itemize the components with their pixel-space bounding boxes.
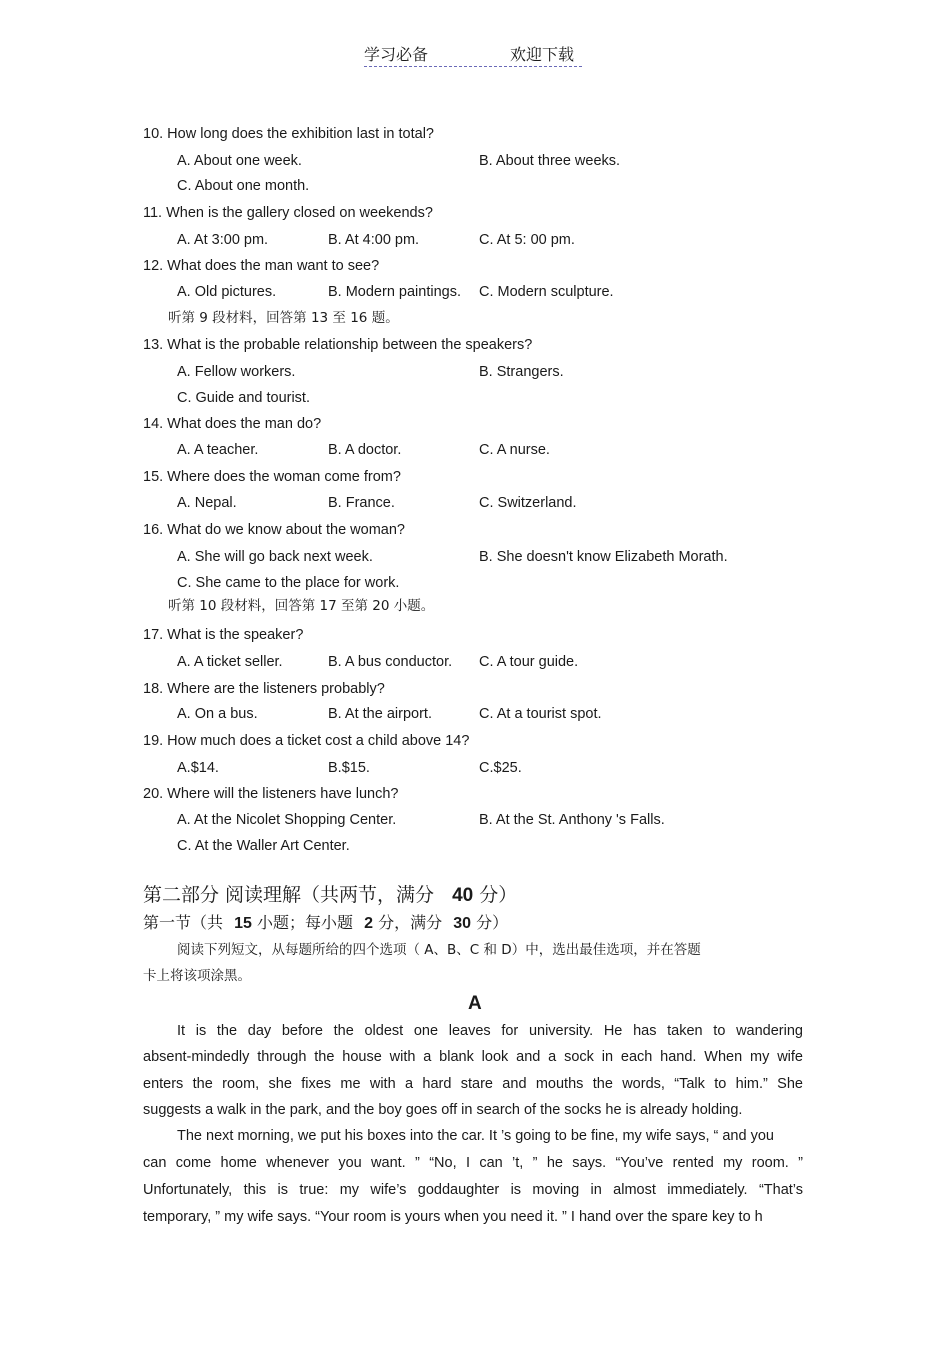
q20-option-c: C. At the Waller Art Center.: [177, 838, 350, 854]
q16-option-a: A. She will go back next week.: [177, 549, 373, 565]
q19-option-c: C.$25.: [479, 760, 522, 776]
question-14: 14. What does the man do?: [143, 416, 322, 432]
question-11: 11. When is the gallery closed on weekends?: [143, 205, 433, 221]
header-left: 学习必备: [364, 45, 429, 64]
q13-option-a: A. Fellow workers.: [177, 364, 296, 380]
passage-line: It is the day before the oldest one leaves for university. He has taken to wandering: [177, 1023, 803, 1039]
q15-option-c: C. Switzerland.: [479, 495, 577, 511]
q18-option-b: B. At the airport.: [328, 706, 432, 722]
q11-option-b: B. At 4:00 pm.: [328, 232, 420, 248]
question-18: 18. Where are the listeners probably?: [143, 681, 385, 697]
question-15: 15. Where does the woman come from?: [143, 469, 401, 485]
q13-option-c: C. Guide and tourist.: [177, 390, 310, 406]
q17-option-c: C. A tour guide.: [479, 654, 579, 670]
q15-option-a: A. Nepal.: [177, 495, 237, 511]
section1-title: [143, 913, 508, 934]
q19-option-b: B.$15.: [328, 760, 370, 776]
section1-total: 30: [453, 915, 472, 932]
q12-option-b: B. Modern paintings.: [328, 284, 461, 300]
section1-text-d: 分）: [476, 913, 509, 932]
q20-option-b: B. At the St. Anthony 's Falls.: [479, 812, 665, 828]
question-20: 20. Where will the listeners have lunch?: [143, 786, 399, 802]
q14-option-b: B. A doctor.: [328, 442, 402, 458]
q18-option-c: C. At a tourist spot.: [479, 706, 602, 722]
question-19: 19. How much does a ticket cost a child above 14?: [143, 733, 470, 749]
q10-option-a: A. About one week.: [177, 153, 302, 169]
section1-text-b: 小题；每小题: [257, 913, 354, 932]
passage-line: can come home whenever you want. ” “No, I can ’t, ” he says. “You’ve rented my room. ”: [143, 1155, 803, 1171]
q12-option-c: C. Modern sculpture.: [479, 284, 614, 300]
section1-question-count: 15: [234, 915, 252, 932]
passage-line: absent-mindedly through the house with a blank look and a sock in each hand. When my wife: [143, 1049, 803, 1065]
section1-text-a: 第一节（共: [143, 913, 224, 932]
question-17: 17. What is the speaker?: [143, 627, 304, 643]
q12-option-a: A. Old pictures.: [177, 284, 277, 300]
q15-option-b: B. France.: [328, 495, 395, 511]
q18-option-a: A. On a bus.: [177, 706, 258, 722]
page-header: [364, 42, 582, 67]
directions-line-2: 卡上将该项涂黑。: [143, 968, 251, 984]
section1-text-c: 分，满分: [378, 913, 443, 932]
question-10: 10. How long does the exhibition last in total?: [143, 126, 434, 142]
passage-line: temporary, ” my wife says. “Your room is yours when you need it. ” I hand over the spare key to h: [143, 1209, 763, 1225]
q16-option-c: C. She came to the place for work.: [177, 575, 400, 591]
question-13: 13. What is the probable relationship between the speakers?: [143, 337, 533, 353]
part2-title-text: 第二部分 阅读理解（共两节，满分: [143, 884, 435, 906]
directions-line-1: 阅读下列短文，从每题所给的四个选项（ A、B、C 和 D）中，选出最佳选项，并在答题: [177, 942, 701, 958]
q10-option-b: B. About three weeks.: [479, 153, 621, 169]
passage-line: enters the room, she fixes me with a hard stare and mouths the words, “Talk to him.” She: [143, 1076, 803, 1092]
passage-line: suggests a walk in the park, and the boy goes off in search of the socks he is already holding.: [143, 1102, 743, 1118]
section1-per-question: 2: [364, 915, 374, 932]
part2-title-end: 分）: [479, 884, 518, 906]
q14-option-a: A. A teacher.: [177, 442, 259, 458]
q13-option-b: B. Strangers.: [479, 364, 564, 380]
q17-option-b: B. A bus conductor.: [328, 654, 453, 670]
q14-option-c: C. A nurse.: [479, 442, 550, 458]
part2-title: [143, 883, 517, 908]
header-right: 欢迎下载: [510, 45, 575, 64]
q10-option-c: C. About one month.: [177, 178, 310, 194]
q11-option-a: A. At 3:00 pm.: [177, 232, 269, 248]
passage-title: A: [468, 993, 482, 1014]
question-12: 12. What does the man want to see?: [143, 258, 380, 274]
part2-total-score: 40: [452, 885, 474, 906]
q17-option-a: A. A ticket seller.: [177, 654, 283, 670]
instruction-passage-9: 听第 9 段材料，回答第 13 至 16 题。: [168, 310, 399, 326]
q20-option-a: A. At the Nicolet Shopping Center.: [177, 812, 397, 828]
instruction-passage-10: 听第 10 段材料，回答第 17 至第 20 小题。: [168, 598, 435, 614]
question-16: 16. What do we know about the woman?: [143, 522, 405, 538]
q16-option-b: B. She doesn't know Elizabeth Morath.: [479, 549, 728, 565]
passage-line: Unfortunately, this is true: my wife’s goddaughter is moving in almost immediately. “That’s: [143, 1182, 803, 1198]
passage-line: The next morning, we put his boxes into the car. It ’s going to be fine, my wife says, “ and you: [177, 1128, 774, 1144]
q11-option-c: C. At 5: 00 pm.: [479, 232, 575, 248]
q19-option-a: A.$14.: [177, 760, 219, 776]
